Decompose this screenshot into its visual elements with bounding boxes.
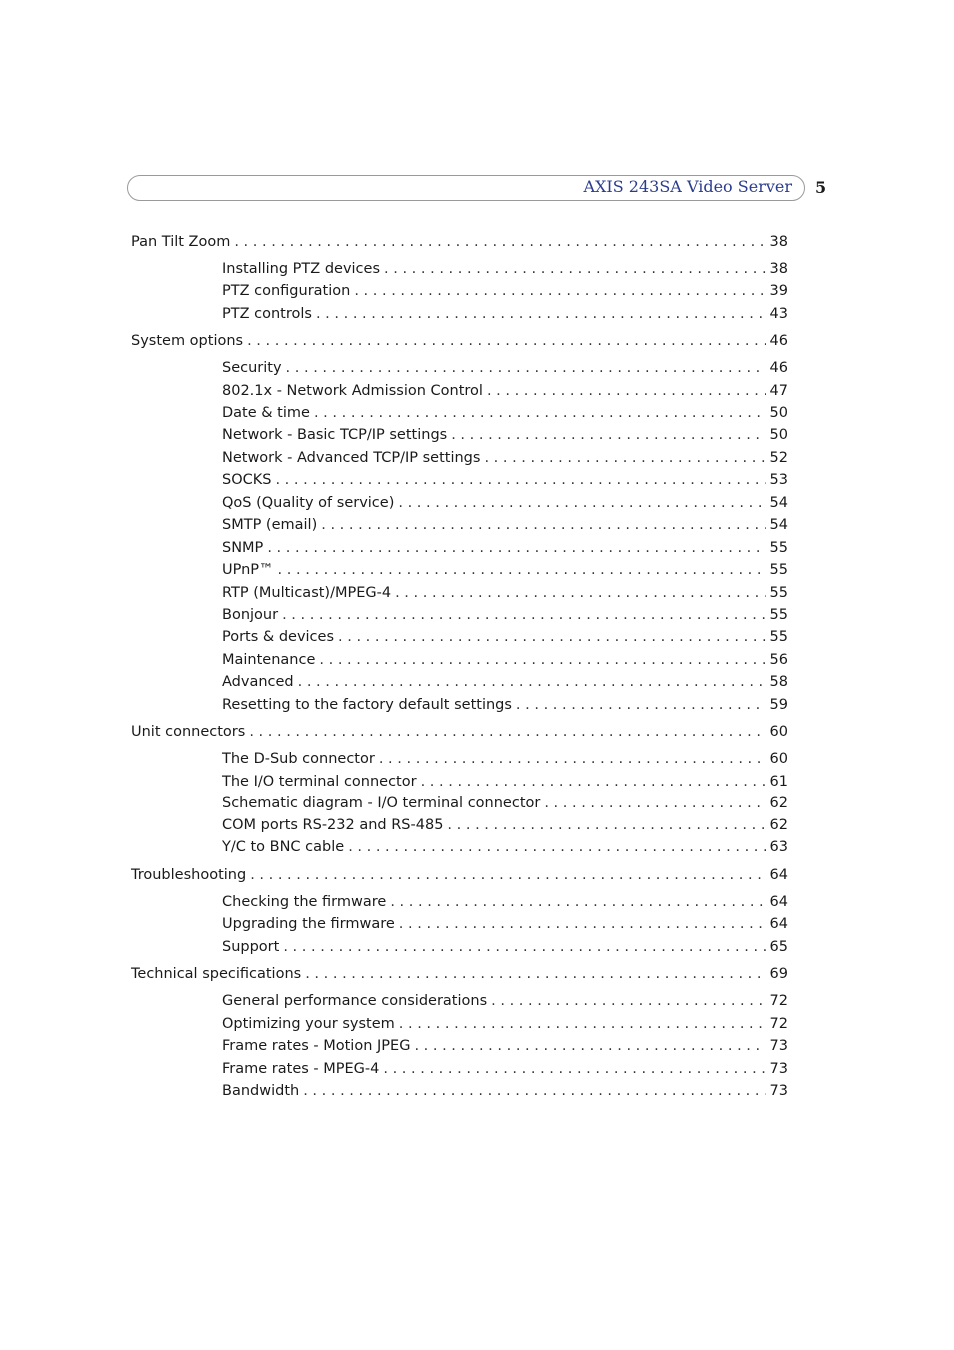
toc-dot-leader bbox=[348, 837, 765, 857]
toc-section-entry[interactable] bbox=[222, 560, 788, 580]
toc-entry-page: 52 bbox=[769, 450, 788, 466]
toc-dot-leader bbox=[447, 815, 765, 835]
toc-entry-page: 46 bbox=[769, 333, 788, 349]
toc-entry-label: Bandwidth bbox=[222, 1083, 300, 1099]
toc-entry-page: 58 bbox=[769, 674, 788, 690]
toc-section-entry[interactable] bbox=[222, 538, 788, 558]
toc-entry-page: 73 bbox=[769, 1038, 788, 1054]
toc-section-entry[interactable] bbox=[222, 493, 788, 513]
toc-dot-leader bbox=[249, 722, 765, 742]
toc-dot-leader bbox=[379, 749, 766, 769]
toc-entry-label: Y/C to BNC cable bbox=[222, 839, 345, 855]
toc-entry-page: 47 bbox=[769, 383, 788, 399]
toc-entry-page: 73 bbox=[769, 1061, 788, 1077]
document-title: AXIS 243SA Video Server bbox=[583, 177, 792, 196]
toc-entry-label: Ports & devices bbox=[222, 629, 335, 645]
toc-entry-label: Frame rates - MPEG-4 bbox=[222, 1061, 380, 1077]
toc-entry-label: 802.1x - Network Admission Control bbox=[222, 383, 483, 399]
toc-entry-page: 63 bbox=[769, 839, 788, 855]
toc-entry-label: Pan Tilt Zoom bbox=[131, 234, 231, 250]
toc-entry-page: 59 bbox=[769, 697, 788, 713]
toc-dot-leader bbox=[395, 583, 765, 603]
toc-dot-leader bbox=[267, 538, 765, 558]
toc-entry-label: Date & time bbox=[222, 405, 310, 421]
toc-dot-leader bbox=[282, 605, 765, 625]
toc-entry-label: Network - Basic TCP/IP settings bbox=[222, 427, 448, 443]
toc-dot-leader bbox=[283, 937, 765, 957]
toc-chapter-entry[interactable] bbox=[131, 964, 788, 984]
toc-entry-label: Support bbox=[222, 939, 280, 955]
toc-dot-leader bbox=[250, 865, 765, 885]
toc-section-entry[interactable] bbox=[222, 1036, 788, 1056]
toc-section-entry[interactable] bbox=[222, 772, 788, 792]
toc-dot-leader bbox=[314, 403, 766, 423]
toc-entry-label: The I/O terminal connector bbox=[222, 774, 417, 790]
toc-chapter-entry[interactable] bbox=[131, 232, 788, 252]
toc-dot-leader bbox=[421, 772, 766, 792]
toc-entry-page: 55 bbox=[769, 629, 788, 645]
toc-entry-page: 72 bbox=[769, 993, 788, 1009]
toc-entry-label: Security bbox=[222, 360, 282, 376]
toc-section-entry[interactable] bbox=[222, 1081, 788, 1101]
toc-entry-page: 60 bbox=[769, 724, 788, 740]
toc-entry-label: Technical specifications bbox=[131, 966, 302, 982]
toc-entry-page: 38 bbox=[769, 234, 788, 250]
toc-entry-page: 64 bbox=[769, 867, 788, 883]
toc-entry-page: 64 bbox=[769, 916, 788, 932]
toc-dot-leader bbox=[487, 381, 766, 401]
toc-dot-leader bbox=[305, 964, 765, 984]
toc-entry-label: SNMP bbox=[222, 540, 264, 556]
toc-entry-label: Resetting to the factory default settings bbox=[222, 697, 512, 713]
toc-section-entry[interactable] bbox=[222, 425, 788, 445]
toc-entry-page: 38 bbox=[769, 261, 788, 277]
toc-section-entry[interactable] bbox=[222, 403, 788, 423]
toc-dot-leader bbox=[298, 672, 766, 692]
toc-section-entry[interactable] bbox=[222, 448, 788, 468]
toc-dot-leader bbox=[338, 627, 766, 647]
toc-entry-label: PTZ controls bbox=[222, 306, 312, 322]
toc-dot-leader bbox=[354, 281, 765, 301]
toc-dot-leader bbox=[234, 232, 765, 252]
toc-section-entry[interactable] bbox=[222, 749, 788, 769]
toc-section-entry[interactable] bbox=[222, 991, 788, 1011]
toc-entry-label: Bonjour bbox=[222, 607, 279, 623]
toc-entry-label: PTZ configuration bbox=[222, 283, 351, 299]
toc-entry-page: 55 bbox=[769, 540, 788, 556]
toc-entry-label: Advanced bbox=[222, 674, 294, 690]
toc-dot-leader bbox=[484, 448, 765, 468]
toc-entry-page: 39 bbox=[769, 283, 788, 299]
toc-section-entry[interactable] bbox=[222, 515, 788, 535]
toc-dot-leader bbox=[383, 1059, 765, 1079]
toc-section-entry[interactable] bbox=[222, 281, 788, 301]
toc-entry-label: SOCKS bbox=[222, 472, 272, 488]
toc-dot-leader bbox=[399, 914, 766, 934]
toc-section-entry[interactable] bbox=[222, 815, 788, 835]
toc-entry-page: 43 bbox=[769, 306, 788, 322]
toc-section-entry[interactable] bbox=[222, 304, 788, 324]
toc-entry-page: 62 bbox=[769, 795, 788, 811]
toc-entry-page: 54 bbox=[769, 517, 788, 533]
toc-entry-label: Installing PTZ devices bbox=[222, 261, 381, 277]
toc-dot-leader bbox=[319, 650, 765, 670]
toc-entry-label: Network - Advanced TCP/IP settings bbox=[222, 450, 481, 466]
toc-entry-label: QoS (Quality of service) bbox=[222, 495, 395, 511]
toc-entry-label: COM ports RS-232 and RS-485 bbox=[222, 817, 444, 833]
toc-section-entry[interactable] bbox=[222, 470, 788, 490]
toc-chapter-entry[interactable] bbox=[131, 722, 788, 742]
toc-dot-leader bbox=[316, 304, 766, 324]
toc-section-entry[interactable] bbox=[222, 695, 788, 715]
toc-dot-leader bbox=[544, 793, 765, 813]
toc-entry-label: Frame rates - Motion JPEG bbox=[222, 1038, 411, 1054]
toc-dot-leader bbox=[414, 1036, 765, 1056]
toc-chapter-entry[interactable] bbox=[131, 331, 788, 351]
toc-entry-label: Unit connectors bbox=[131, 724, 246, 740]
toc-section-entry[interactable] bbox=[222, 650, 788, 670]
toc-entry-label: Upgrading the firmware bbox=[222, 916, 395, 932]
toc-entry-page: 64 bbox=[769, 894, 788, 910]
toc-entry-label: Checking the firmware bbox=[222, 894, 387, 910]
toc-section-entry[interactable] bbox=[222, 937, 788, 957]
toc-dot-leader bbox=[275, 470, 765, 490]
toc-section-entry[interactable] bbox=[222, 381, 788, 401]
toc-entry-page: 60 bbox=[769, 751, 788, 767]
toc-section-entry[interactable] bbox=[222, 627, 788, 647]
toc-dot-leader bbox=[451, 425, 765, 445]
toc-entry-page: 55 bbox=[769, 585, 788, 601]
toc-dot-leader bbox=[516, 695, 766, 715]
toc-entry-page: 46 bbox=[769, 360, 788, 376]
toc-entry-page: 56 bbox=[769, 652, 788, 668]
toc-section-entry[interactable] bbox=[222, 914, 788, 934]
toc-dot-leader bbox=[491, 991, 765, 1011]
toc-dot-leader bbox=[399, 1014, 766, 1034]
toc-entry-page: 73 bbox=[769, 1083, 788, 1099]
toc-dot-leader bbox=[303, 1081, 765, 1101]
toc-entry-page: 50 bbox=[769, 405, 788, 421]
page-number: 5 bbox=[815, 178, 827, 197]
toc-entry-page: 55 bbox=[769, 562, 788, 578]
toc-dot-leader bbox=[247, 331, 765, 351]
toc-entry-page: 69 bbox=[769, 966, 788, 982]
toc-entry-label: RTP (Multicast)/MPEG-4 bbox=[222, 585, 392, 601]
toc-entry-page: 62 bbox=[769, 817, 788, 833]
toc-section-entry[interactable] bbox=[222, 793, 788, 813]
toc-entry-label: Maintenance bbox=[222, 652, 316, 668]
toc-section-entry[interactable] bbox=[222, 259, 788, 279]
toc-dot-leader bbox=[384, 259, 766, 279]
toc-entry-page: 61 bbox=[769, 774, 788, 790]
toc-entry-page: 72 bbox=[769, 1016, 788, 1032]
toc-entry-page: 65 bbox=[769, 939, 788, 955]
toc-dot-leader bbox=[398, 493, 765, 513]
toc-section-entry[interactable] bbox=[222, 672, 788, 692]
toc-section-entry[interactable] bbox=[222, 1014, 788, 1034]
toc-section-entry[interactable] bbox=[222, 1059, 788, 1079]
toc-section-entry[interactable] bbox=[222, 358, 788, 378]
toc-entry-label: System options bbox=[131, 333, 244, 349]
toc-section-entry[interactable] bbox=[222, 837, 788, 857]
toc-section-entry[interactable] bbox=[222, 583, 788, 603]
toc-entry-label: Troubleshooting bbox=[131, 867, 247, 883]
toc-entry-label: UPnP™ bbox=[222, 562, 274, 578]
toc-entry-label: General performance considerations bbox=[222, 993, 488, 1009]
toc-entry-page: 53 bbox=[769, 472, 788, 488]
toc-chapter-entry[interactable] bbox=[131, 865, 788, 885]
toc-dot-leader bbox=[286, 358, 766, 378]
toc-section-entry[interactable] bbox=[222, 605, 788, 625]
toc-section-entry[interactable] bbox=[222, 892, 788, 912]
toc-entry-label: SMTP (email) bbox=[222, 517, 318, 533]
toc-entry-page: 55 bbox=[769, 607, 788, 623]
toc-dot-leader bbox=[278, 560, 766, 580]
toc-entry-page: 54 bbox=[769, 495, 788, 511]
toc-entry-label: Optimizing your system bbox=[222, 1016, 395, 1032]
toc-entry-label: Schematic diagram - I/O terminal connector bbox=[222, 795, 541, 811]
toc-entry-label: The D-Sub connector bbox=[222, 751, 375, 767]
toc-dot-leader bbox=[321, 515, 765, 535]
toc-entry-page: 50 bbox=[769, 427, 788, 443]
toc-dot-leader bbox=[390, 892, 765, 912]
